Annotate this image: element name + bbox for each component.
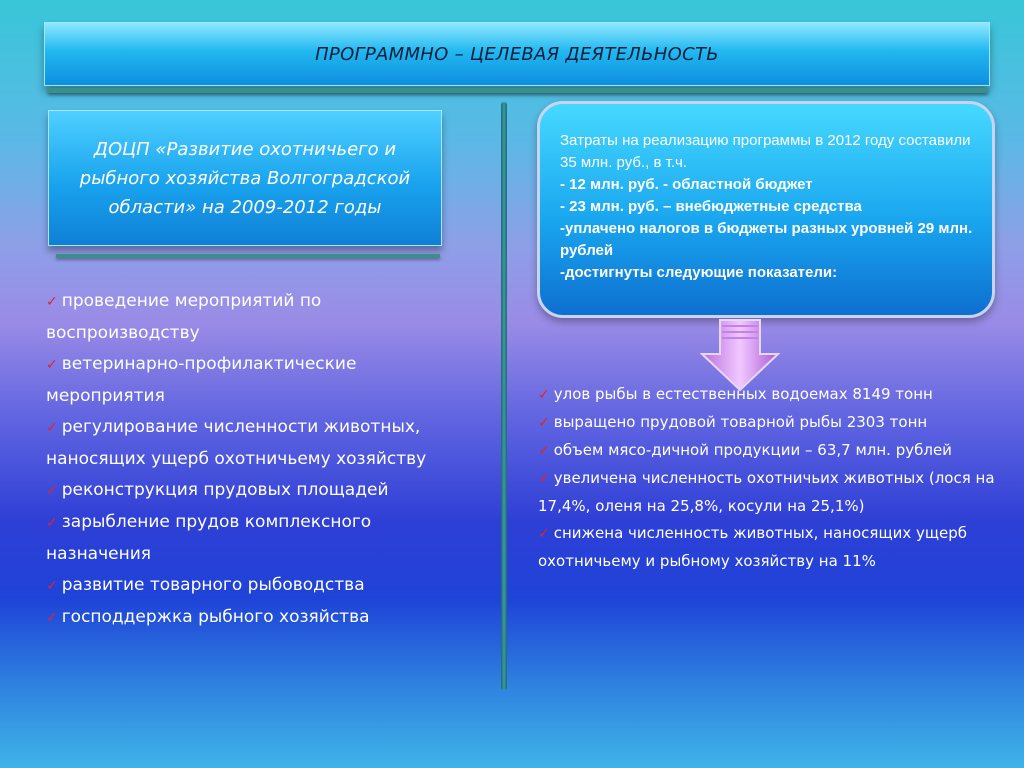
check-icon: ✓: [538, 415, 550, 431]
check-icon: ✓: [538, 471, 550, 487]
page-title: ПРОГРАММНО – ЦЕЛЕВАЯ ДЕЯТЕЛЬНОСТЬ: [315, 43, 719, 65]
list-item: ✓ улов рыбы в естественных водоемах 8149 тонн: [538, 385, 933, 403]
cost-line: - 12 млн. руб. - областной бюджет: [560, 176, 813, 193]
check-icon: ✓: [46, 578, 58, 594]
list-item: ✓ проведение мероприятий по воспроизводству: [46, 291, 322, 343]
measures-list: [46, 286, 456, 634]
title-banner: [44, 22, 990, 86]
check-icon: ✓: [46, 420, 58, 436]
list-item: ✓ регулирование численности животных, наносящих ущерб охотничьему хозяйству: [46, 417, 427, 469]
list-item: ✓ объем мясо-дичной продукции – 63,7 млн. рублей: [538, 441, 952, 459]
list-item: ✓ выращено прудовой товарной рыбы 2303 тонн: [538, 413, 928, 431]
check-icon: ✓: [46, 483, 58, 499]
list-item: ✓ снижена численность животных, наносящих ущерб охотничьему и рыбному хозяйству на 11%: [538, 524, 967, 570]
check-icon: ✓: [538, 387, 550, 403]
cost-line: -достигнуты следующие показатели:: [560, 264, 838, 281]
cost-line: Затраты на реализацию программы в 2012 году составили 35 млн. руб., в т.ч.: [560, 132, 971, 171]
check-icon: ✓: [538, 443, 550, 459]
title-underline: [48, 88, 988, 93]
cost-line: - 23 млн. руб. – внебюджетные средства: [560, 198, 862, 215]
cost-line: -уплачено налогов в бюджеты разных уровней 29 млн. рублей: [560, 220, 973, 259]
program-underline: [56, 254, 440, 258]
check-icon: ✓: [538, 526, 550, 542]
program-title: ДОЦП «Развитие охотничьего и рыбного хозяйства Волгоградской области» на 2009-2012 годы: [79, 138, 411, 218]
results-list: [538, 381, 1008, 575]
check-icon: ✓: [46, 357, 58, 373]
list-item: ✓ развитие товарного рыбоводства: [46, 575, 365, 595]
check-icon: ✓: [46, 294, 58, 310]
list-item: ✓ господдержка рыбного хозяйства: [46, 607, 370, 627]
cost-box: [537, 101, 995, 318]
list-item: ✓ увеличена численность охотничьих животных (лося на 17,4%, оленя на 25,8%, косули на 25,1%): [538, 469, 995, 515]
check-icon: ✓: [46, 515, 58, 531]
check-icon: ✓: [46, 610, 58, 626]
vertical-divider: [501, 102, 507, 690]
list-item: ✓ зарыбление прудов комплексного назначения: [46, 512, 372, 564]
list-item: ✓ ветеринарно-профилактические мероприятия: [46, 354, 357, 406]
program-box: [48, 110, 442, 246]
cost-text: [560, 130, 980, 284]
list-item: ✓ реконструкция прудовых площадей: [46, 480, 389, 500]
